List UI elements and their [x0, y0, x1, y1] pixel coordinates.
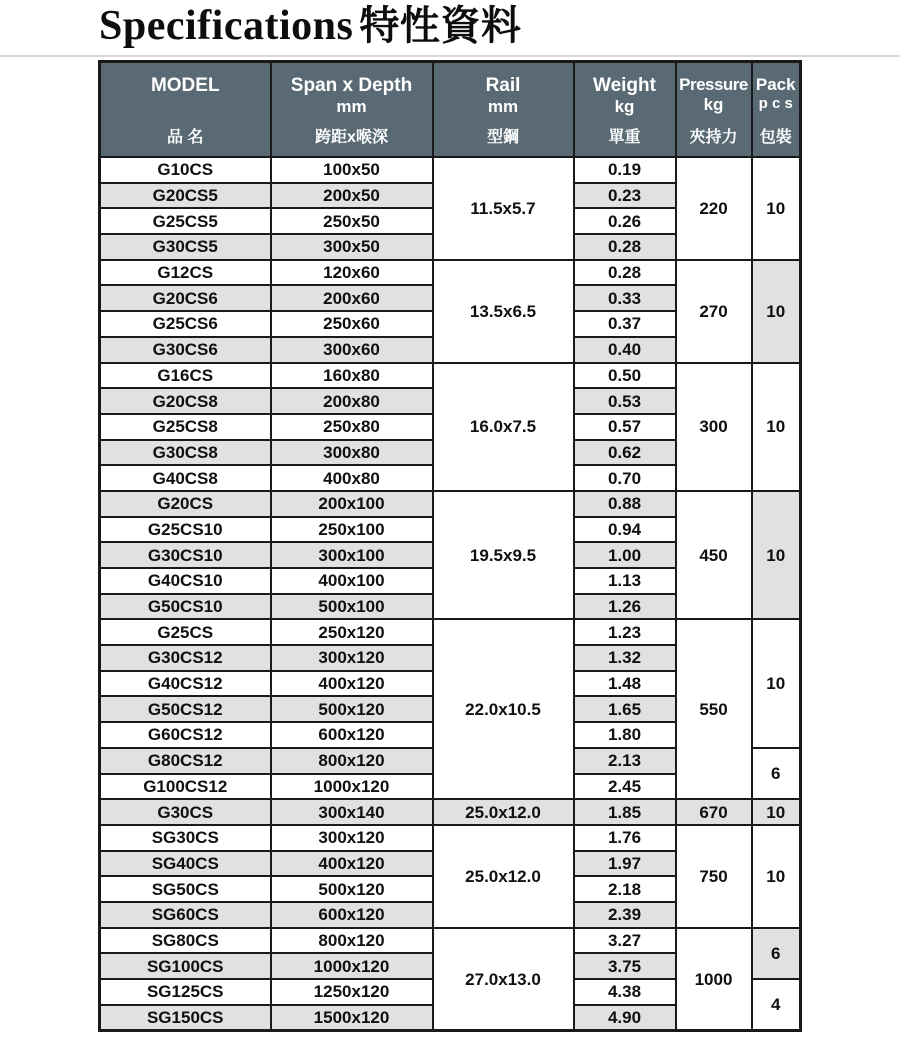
- rail-cell: 16.0x7.5: [433, 363, 574, 491]
- span-depth-cell: 250x80: [271, 414, 433, 440]
- header-span-depth: [271, 62, 433, 158]
- model-cell: G20CS: [100, 491, 271, 517]
- span-depth-cell: 300x60: [271, 337, 433, 363]
- weight-cell: 0.62: [574, 440, 676, 466]
- model-cell: G25CS10: [100, 517, 271, 543]
- span-depth-cell: 800x120: [271, 748, 433, 774]
- weight-cell: 0.28: [574, 234, 676, 260]
- pressure-cell: 550: [676, 619, 752, 799]
- span-depth-cell: 100x50: [271, 157, 433, 183]
- page-title-en: Specifications: [99, 3, 354, 49]
- model-cell: G80CS12: [100, 748, 271, 774]
- rail-cell: 25.0x12.0: [433, 799, 574, 825]
- header-weight-zh: 單重: [608, 129, 641, 146]
- weight-cell: 2.39: [574, 902, 676, 928]
- pack-cell: 10: [752, 363, 801, 491]
- title-divider: [0, 55, 900, 57]
- header-pack-zh: 包裝: [759, 129, 792, 146]
- header-rail-zh: 型鋼: [486, 129, 519, 146]
- span-depth-cell: 400x120: [271, 851, 433, 877]
- model-cell: G40CS8: [100, 465, 271, 491]
- weight-cell: 0.19: [574, 157, 676, 183]
- weight-cell: 2.45: [574, 774, 676, 800]
- table-body: [100, 157, 801, 1031]
- span-depth-cell: 400x80: [271, 465, 433, 491]
- model-cell: G30CS: [100, 799, 271, 825]
- model-cell: G25CS8: [100, 414, 271, 440]
- weight-cell: 0.28: [574, 260, 676, 286]
- weight-cell: 1.65: [574, 696, 676, 722]
- weight-cell: 1.13: [574, 568, 676, 594]
- model-cell: G20CS6: [100, 285, 271, 311]
- header-rail-unit: mm: [487, 97, 519, 116]
- weight-cell: 4.90: [574, 1005, 676, 1031]
- weight-cell: 1.26: [574, 594, 676, 620]
- weight-cell: 1.32: [574, 645, 676, 671]
- header-pack-unit: p c s: [758, 95, 793, 112]
- pressure-cell: 270: [676, 260, 752, 363]
- weight-cell: 3.27: [574, 928, 676, 954]
- model-cell: G30CS10: [100, 542, 271, 568]
- pack-cell: 10: [752, 825, 801, 928]
- header-model-zh: 品 名: [167, 129, 204, 146]
- rail-cell: 13.5x6.5: [433, 260, 574, 363]
- rail-cell: 11.5x5.7: [433, 157, 574, 260]
- rail-cell: 27.0x13.0: [433, 928, 574, 1031]
- pressure-cell: 1000: [676, 928, 752, 1031]
- model-cell: SG150CS: [100, 1005, 271, 1031]
- weight-cell: 0.23: [574, 183, 676, 209]
- table-row: [100, 157, 801, 183]
- header-pack: [752, 62, 801, 158]
- pack-cell: 10: [752, 799, 801, 825]
- model-cell: G20CS5: [100, 183, 271, 209]
- span-depth-cell: 300x140: [271, 799, 433, 825]
- header-pressure-zh: 夾持力: [689, 129, 738, 146]
- weight-cell: 0.88: [574, 491, 676, 517]
- header-rail-en: Rail: [485, 75, 521, 96]
- weight-cell: 1.00: [574, 542, 676, 568]
- header-weight-unit: kg: [614, 97, 635, 116]
- span-depth-cell: 160x80: [271, 363, 433, 389]
- pressure-cell: 670: [676, 799, 752, 825]
- header-span-unit: mm: [336, 97, 367, 116]
- span-depth-cell: 300x50: [271, 234, 433, 260]
- span-depth-cell: 200x80: [271, 388, 433, 414]
- pressure-cell: 300: [676, 363, 752, 491]
- weight-cell: 0.33: [574, 285, 676, 311]
- header-weight: [574, 62, 676, 158]
- weight-cell: 1.48: [574, 671, 676, 697]
- span-depth-cell: 120x60: [271, 260, 433, 286]
- span-depth-cell: 300x120: [271, 825, 433, 851]
- header-span-en: Span x Depth: [290, 75, 413, 96]
- span-depth-cell: 300x100: [271, 542, 433, 568]
- pack-cell: 6: [752, 928, 801, 979]
- pressure-cell: 750: [676, 825, 752, 928]
- span-depth-cell: 1000x120: [271, 953, 433, 979]
- pack-cell: 10: [752, 157, 801, 260]
- span-depth-cell: 500x120: [271, 696, 433, 722]
- pack-cell: 4: [752, 979, 801, 1031]
- table-row: [100, 825, 801, 851]
- weight-cell: 1.80: [574, 722, 676, 748]
- weight-cell: 3.75: [574, 953, 676, 979]
- span-depth-cell: 400x100: [271, 568, 433, 594]
- model-cell: G40CS10: [100, 568, 271, 594]
- model-cell: SG40CS: [100, 851, 271, 877]
- model-cell: G20CS8: [100, 388, 271, 414]
- specifications-table: [98, 60, 802, 1032]
- rail-cell: 22.0x10.5: [433, 619, 574, 799]
- model-cell: SG60CS: [100, 902, 271, 928]
- pack-cell: 10: [752, 491, 801, 619]
- pack-cell: 10: [752, 260, 801, 363]
- weight-cell: 2.18: [574, 876, 676, 902]
- span-depth-cell: 200x60: [271, 285, 433, 311]
- header-weight-en: Weight: [593, 75, 656, 96]
- weight-cell: 0.94: [574, 517, 676, 543]
- model-cell: SG80CS: [100, 928, 271, 954]
- span-depth-cell: 1000x120: [271, 774, 433, 800]
- header-span-zh: 跨距x喉深: [315, 129, 388, 146]
- span-depth-cell: 600x120: [271, 722, 433, 748]
- header-pressure-unit: kg: [703, 95, 724, 114]
- pack-cell: 10: [752, 619, 801, 747]
- weight-cell: 0.57: [574, 414, 676, 440]
- model-cell: G12CS: [100, 260, 271, 286]
- model-cell: G16CS: [100, 363, 271, 389]
- model-cell: G40CS12: [100, 671, 271, 697]
- header-row: [100, 62, 801, 158]
- span-depth-cell: 1500x120: [271, 1005, 433, 1031]
- header-pressure-en: Pressure: [679, 75, 748, 94]
- weight-cell: 4.38: [574, 979, 676, 1005]
- table-row: [100, 799, 801, 825]
- span-depth-cell: 250x50: [271, 208, 433, 234]
- span-depth-cell: 500x120: [271, 876, 433, 902]
- weight-cell: 0.37: [574, 311, 676, 337]
- weight-cell: 2.13: [574, 748, 676, 774]
- model-cell: SG50CS: [100, 876, 271, 902]
- weight-cell: 0.53: [574, 388, 676, 414]
- page-title-zh: 特性資料: [359, 4, 522, 48]
- weight-cell: 1.85: [574, 799, 676, 825]
- model-cell: G30CS5: [100, 234, 271, 260]
- span-depth-cell: 250x60: [271, 311, 433, 337]
- table-header: [100, 62, 801, 158]
- rail-cell: 19.5x9.5: [433, 491, 574, 619]
- span-depth-cell: 1250x120: [271, 979, 433, 1005]
- pressure-cell: 220: [676, 157, 752, 260]
- header-pack-en: Pack: [755, 75, 796, 94]
- table-row: [100, 491, 801, 517]
- span-depth-cell: 300x80: [271, 440, 433, 466]
- model-cell: SG100CS: [100, 953, 271, 979]
- weight-cell: 1.23: [574, 619, 676, 645]
- table-row: [100, 363, 801, 389]
- weight-cell: 1.97: [574, 851, 676, 877]
- span-depth-cell: 600x120: [271, 902, 433, 928]
- model-cell: G25CS5: [100, 208, 271, 234]
- model-cell: G30CS12: [100, 645, 271, 671]
- model-cell: G30CS8: [100, 440, 271, 466]
- span-depth-cell: 500x100: [271, 594, 433, 620]
- weight-cell: 1.76: [574, 825, 676, 851]
- span-depth-cell: 250x120: [271, 619, 433, 645]
- model-cell: G30CS6: [100, 337, 271, 363]
- model-cell: G25CS: [100, 619, 271, 645]
- table-row: [100, 928, 801, 954]
- table-row: [100, 260, 801, 286]
- pressure-cell: 450: [676, 491, 752, 619]
- span-depth-cell: 200x50: [271, 183, 433, 209]
- header-model-en: MODEL: [150, 75, 220, 96]
- weight-cell: 0.50: [574, 363, 676, 389]
- span-depth-cell: 200x100: [271, 491, 433, 517]
- rail-cell: 25.0x12.0: [433, 825, 574, 928]
- page-title: [99, 0, 521, 52]
- weight-cell: 0.70: [574, 465, 676, 491]
- pack-cell: 6: [752, 748, 801, 799]
- model-cell: SG30CS: [100, 825, 271, 851]
- table-row: [100, 619, 801, 645]
- span-depth-cell: 800x120: [271, 928, 433, 954]
- weight-cell: 0.40: [574, 337, 676, 363]
- span-depth-cell: 250x100: [271, 517, 433, 543]
- model-cell: G50CS10: [100, 594, 271, 620]
- span-depth-cell: 400x120: [271, 671, 433, 697]
- model-cell: G10CS: [100, 157, 271, 183]
- header-model-unit: [101, 98, 270, 115]
- span-depth-cell: 300x120: [271, 645, 433, 671]
- model-cell: G50CS12: [100, 696, 271, 722]
- header-pressure: [676, 62, 752, 158]
- model-cell: SG125CS: [100, 979, 271, 1005]
- header-rail: [433, 62, 574, 158]
- header-model: [100, 62, 271, 158]
- model-cell: G25CS6: [100, 311, 271, 337]
- model-cell: G60CS12: [100, 722, 271, 748]
- weight-cell: 0.26: [574, 208, 676, 234]
- model-cell: G100CS12: [100, 774, 271, 800]
